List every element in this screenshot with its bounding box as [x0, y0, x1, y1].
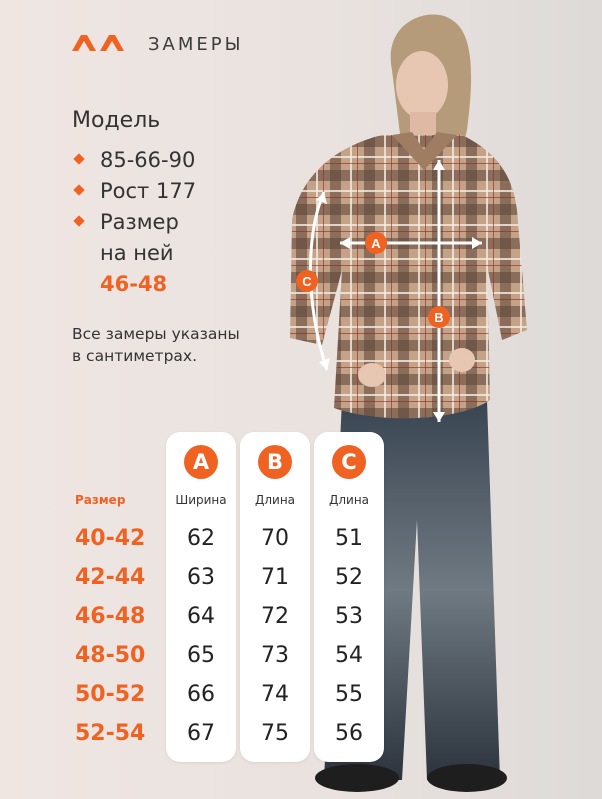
value-cell: 71 [261, 565, 289, 590]
shoe-right [427, 764, 507, 792]
size-column-header: Размер [75, 493, 126, 507]
value-cell: 75 [261, 721, 289, 746]
value-cell: 55 [335, 682, 363, 707]
size-cell: 46-48 [75, 604, 146, 629]
column-card-b [240, 432, 310, 762]
size-list [75, 519, 145, 753]
value-cell: 56 [335, 721, 363, 746]
brand-logo [72, 34, 126, 52]
badge-b: B [258, 445, 292, 479]
model-size-label: Размер [100, 210, 179, 234]
value-cell: 54 [335, 643, 363, 668]
face [396, 51, 448, 119]
diamond-bullet-icon [73, 215, 84, 226]
model-height: Рост 177 [100, 179, 197, 203]
column-values-b [240, 519, 310, 753]
shoe-left [315, 764, 399, 792]
diamond-bullet-icon [73, 153, 84, 164]
column-header-width: Ширина [175, 493, 227, 507]
model-size-label-2: на ней [100, 241, 174, 265]
model-params-list [72, 145, 196, 300]
hand-left [358, 363, 386, 387]
badge-c: C [332, 445, 366, 479]
units-note-line2: в сантиметрах. [72, 347, 198, 365]
list-item [72, 176, 196, 207]
list-item [72, 145, 196, 176]
value-cell: 53 [335, 604, 363, 629]
page-title: ЗАМЕРЫ [148, 34, 244, 55]
hand-right [449, 348, 475, 372]
value-cell: 73 [261, 643, 289, 668]
model-photo [262, 0, 602, 799]
column-card-a [166, 432, 236, 762]
value-cell: 70 [261, 526, 289, 551]
column-header-sleeve-length: Длина [328, 493, 370, 507]
units-note [72, 323, 272, 367]
column-card-c [314, 432, 384, 762]
size-cell: 40-42 [75, 526, 146, 551]
column-values-c [314, 519, 384, 753]
badge-a: A [184, 445, 218, 479]
value-cell: 65 [187, 643, 215, 668]
value-cell: 74 [261, 682, 289, 707]
measure-b-label: B [434, 310, 444, 325]
value-cell: 51 [335, 526, 363, 551]
value-cell: 63 [187, 565, 215, 590]
value-cell: 64 [187, 604, 215, 629]
value-cell: 72 [261, 604, 289, 629]
shirt [290, 135, 527, 418]
value-cell: 66 [187, 682, 215, 707]
size-cell: 42-44 [75, 565, 146, 590]
size-cell: 48-50 [75, 643, 146, 668]
model-title: Модель [72, 108, 161, 133]
size-cell: 50-52 [75, 682, 146, 707]
list-item [72, 207, 196, 300]
column-values-a [166, 519, 236, 753]
diamond-bullet-icon [73, 184, 84, 195]
value-cell: 52 [335, 565, 363, 590]
units-note-line1: Все замеры указаны [72, 325, 240, 343]
model-size-value: 46-48 [100, 272, 168, 296]
value-cell: 67 [187, 721, 215, 746]
measure-c-label: C [302, 274, 312, 289]
column-header-length: Длина [254, 493, 296, 507]
value-cell: 62 [187, 526, 215, 551]
measure-a-label: A [371, 236, 381, 251]
size-cell: 52-54 [75, 721, 146, 746]
model-measurements: 85-66-90 [100, 148, 196, 172]
